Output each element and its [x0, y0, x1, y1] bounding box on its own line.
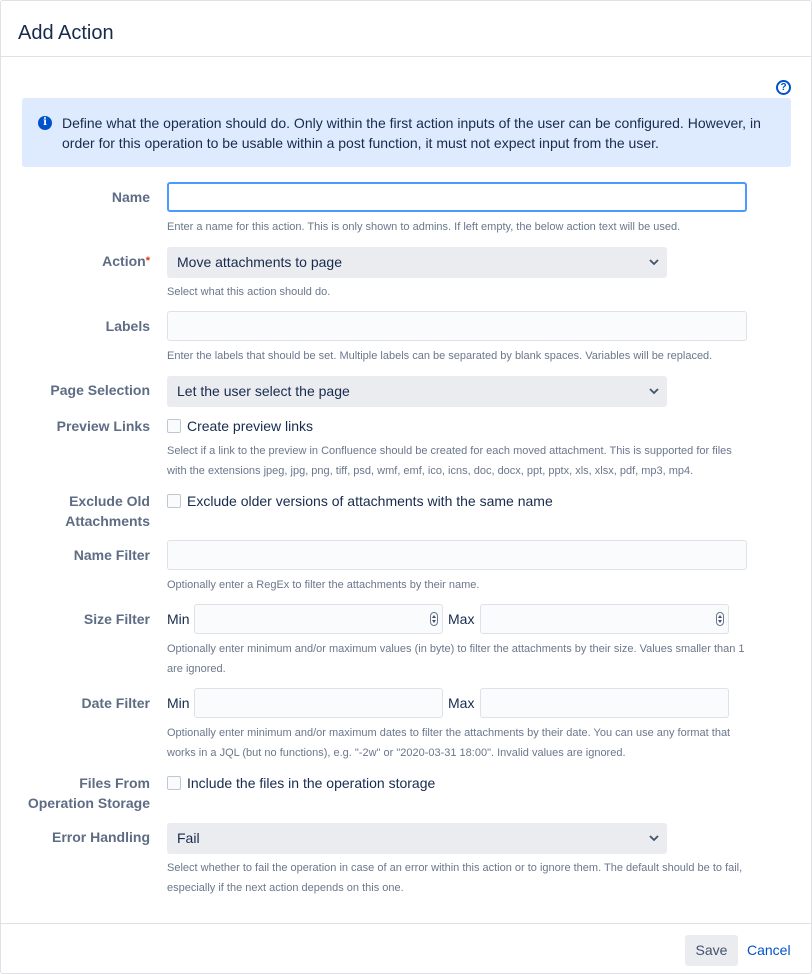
files-storage-label-1: Files From — [79, 775, 150, 791]
exclude-old-checkbox[interactable] — [167, 494, 181, 508]
dialog-header — [1, 1, 811, 57]
action-label — [0, 251, 150, 271]
labels-description: Enter the labels that should be set. Multiple labels can be separated by blank spaces. Variables will be replaced. — [167, 350, 713, 362]
error-handling-description-2: especially if the next action depends on this one. — [167, 882, 404, 894]
date-max-label: Max — [448, 695, 475, 711]
preview-links-checkbox-label[interactable]: Create preview links — [187, 418, 314, 434]
name-description: Enter a name for this action. This is only shown to admins. If left empty, the below action text will be used. — [167, 221, 681, 233]
files-storage-checkbox[interactable] — [167, 776, 181, 790]
size-filter-description-2: are ignored. — [167, 663, 226, 675]
action-description: Select what this action should do. — [167, 286, 331, 298]
files-storage-label-2: Operation Storage — [27, 795, 150, 811]
preview-links-description-1: Select if a link to the preview in Confluence should be created for each moved attachment. This is supported for files — [167, 445, 732, 457]
stepper-icon[interactable] — [430, 612, 438, 626]
error-handling-label: Error Handling — [51, 829, 150, 845]
action-label-text: Action — [102, 253, 146, 269]
name-filter-label: Name Filter — [73, 547, 150, 563]
name-input[interactable] — [167, 182, 747, 212]
name-label: Name — [111, 189, 150, 205]
date-min-label: Min — [167, 695, 190, 711]
stepper-icon[interactable] — [716, 612, 724, 626]
files-storage-checkbox-label[interactable]: Include the files in the operation storage — [187, 775, 436, 791]
exclude-old-label-2: Attachments — [65, 513, 150, 529]
page-selection-label: Page Selection — [50, 382, 150, 398]
date-min-input[interactable] — [194, 688, 443, 718]
size-max-input[interactable] — [480, 604, 729, 634]
preview-links-description-2: with the extensions jpeg, jpg, png, tiff, psd, wmf, emf, ico, icns, doc, docx, ppt, pptx, xls, xlsx, pdf, mp3, mp4. — [167, 465, 694, 477]
dialog-title: Add Action — [18, 22, 114, 44]
labels-label: Labels — [105, 318, 150, 334]
size-max-label: Max — [448, 611, 475, 627]
info-text: Define what the operation should do. Only within the first action inputs of the user can be configured. However, in order for this operation to be usable within a post function, it must not expect input from the user. — [62, 115, 761, 151]
action-select[interactable] — [167, 247, 667, 278]
chevron-down-icon — [649, 833, 659, 843]
dialog-footer — [1, 923, 811, 974]
date-max-input[interactable] — [480, 688, 729, 718]
preview-links-checkbox[interactable] — [167, 419, 181, 433]
error-handling-description-1: Select whether to fail the operation in case of an error within this action or to ignore them. The default should be to fail, — [167, 862, 743, 874]
exclude-old-label-1: Exclude Old — [69, 493, 150, 509]
size-min-label: Min — [167, 611, 190, 627]
preview-links-label: Preview Links — [56, 418, 150, 434]
date-filter-label: Date Filter — [81, 695, 150, 711]
save-button[interactable]: Save — [685, 935, 738, 966]
date-filter-description-1: Optionally enter minimum and/or maximum dates to filter the attachments by their date. You can use any format that — [167, 727, 731, 739]
cancel-button[interactable]: Cancel — [747, 942, 791, 958]
page-selection-select[interactable] — [167, 376, 667, 407]
error-handling-select[interactable] — [167, 823, 667, 854]
info-icon: i — [38, 116, 52, 130]
action-select-value: Move attachments to page — [177, 254, 342, 270]
size-filter-description-1: Optionally enter minimum and/or maximum values (in byte) to filter the attachments by their size. Values smaller than 1 — [167, 643, 745, 655]
name-filter-description: Optionally enter a RegEx to filter the attachments by their name. — [167, 579, 480, 591]
chevron-down-icon — [649, 257, 659, 267]
info-message — [22, 98, 791, 167]
name-filter-input[interactable] — [167, 540, 747, 570]
chevron-down-icon — [649, 386, 659, 396]
labels-input[interactable] — [167, 311, 747, 341]
required-marker: * — [145, 255, 150, 267]
size-min-input[interactable] — [194, 604, 443, 634]
date-filter-description-2: works in a JQL (but no functions), e.g. "-2w" or "2020-03-31 18:00". Invalid values are ignored. — [167, 747, 626, 759]
exclude-old-checkbox-label[interactable]: Exclude older versions of attachments with the same name — [187, 493, 553, 509]
help-icon[interactable]: ? — [776, 80, 791, 95]
page-selection-value: Let the user select the page — [177, 383, 350, 399]
size-filter-label: Size Filter — [83, 611, 150, 627]
error-handling-value: Fail — [177, 830, 200, 846]
